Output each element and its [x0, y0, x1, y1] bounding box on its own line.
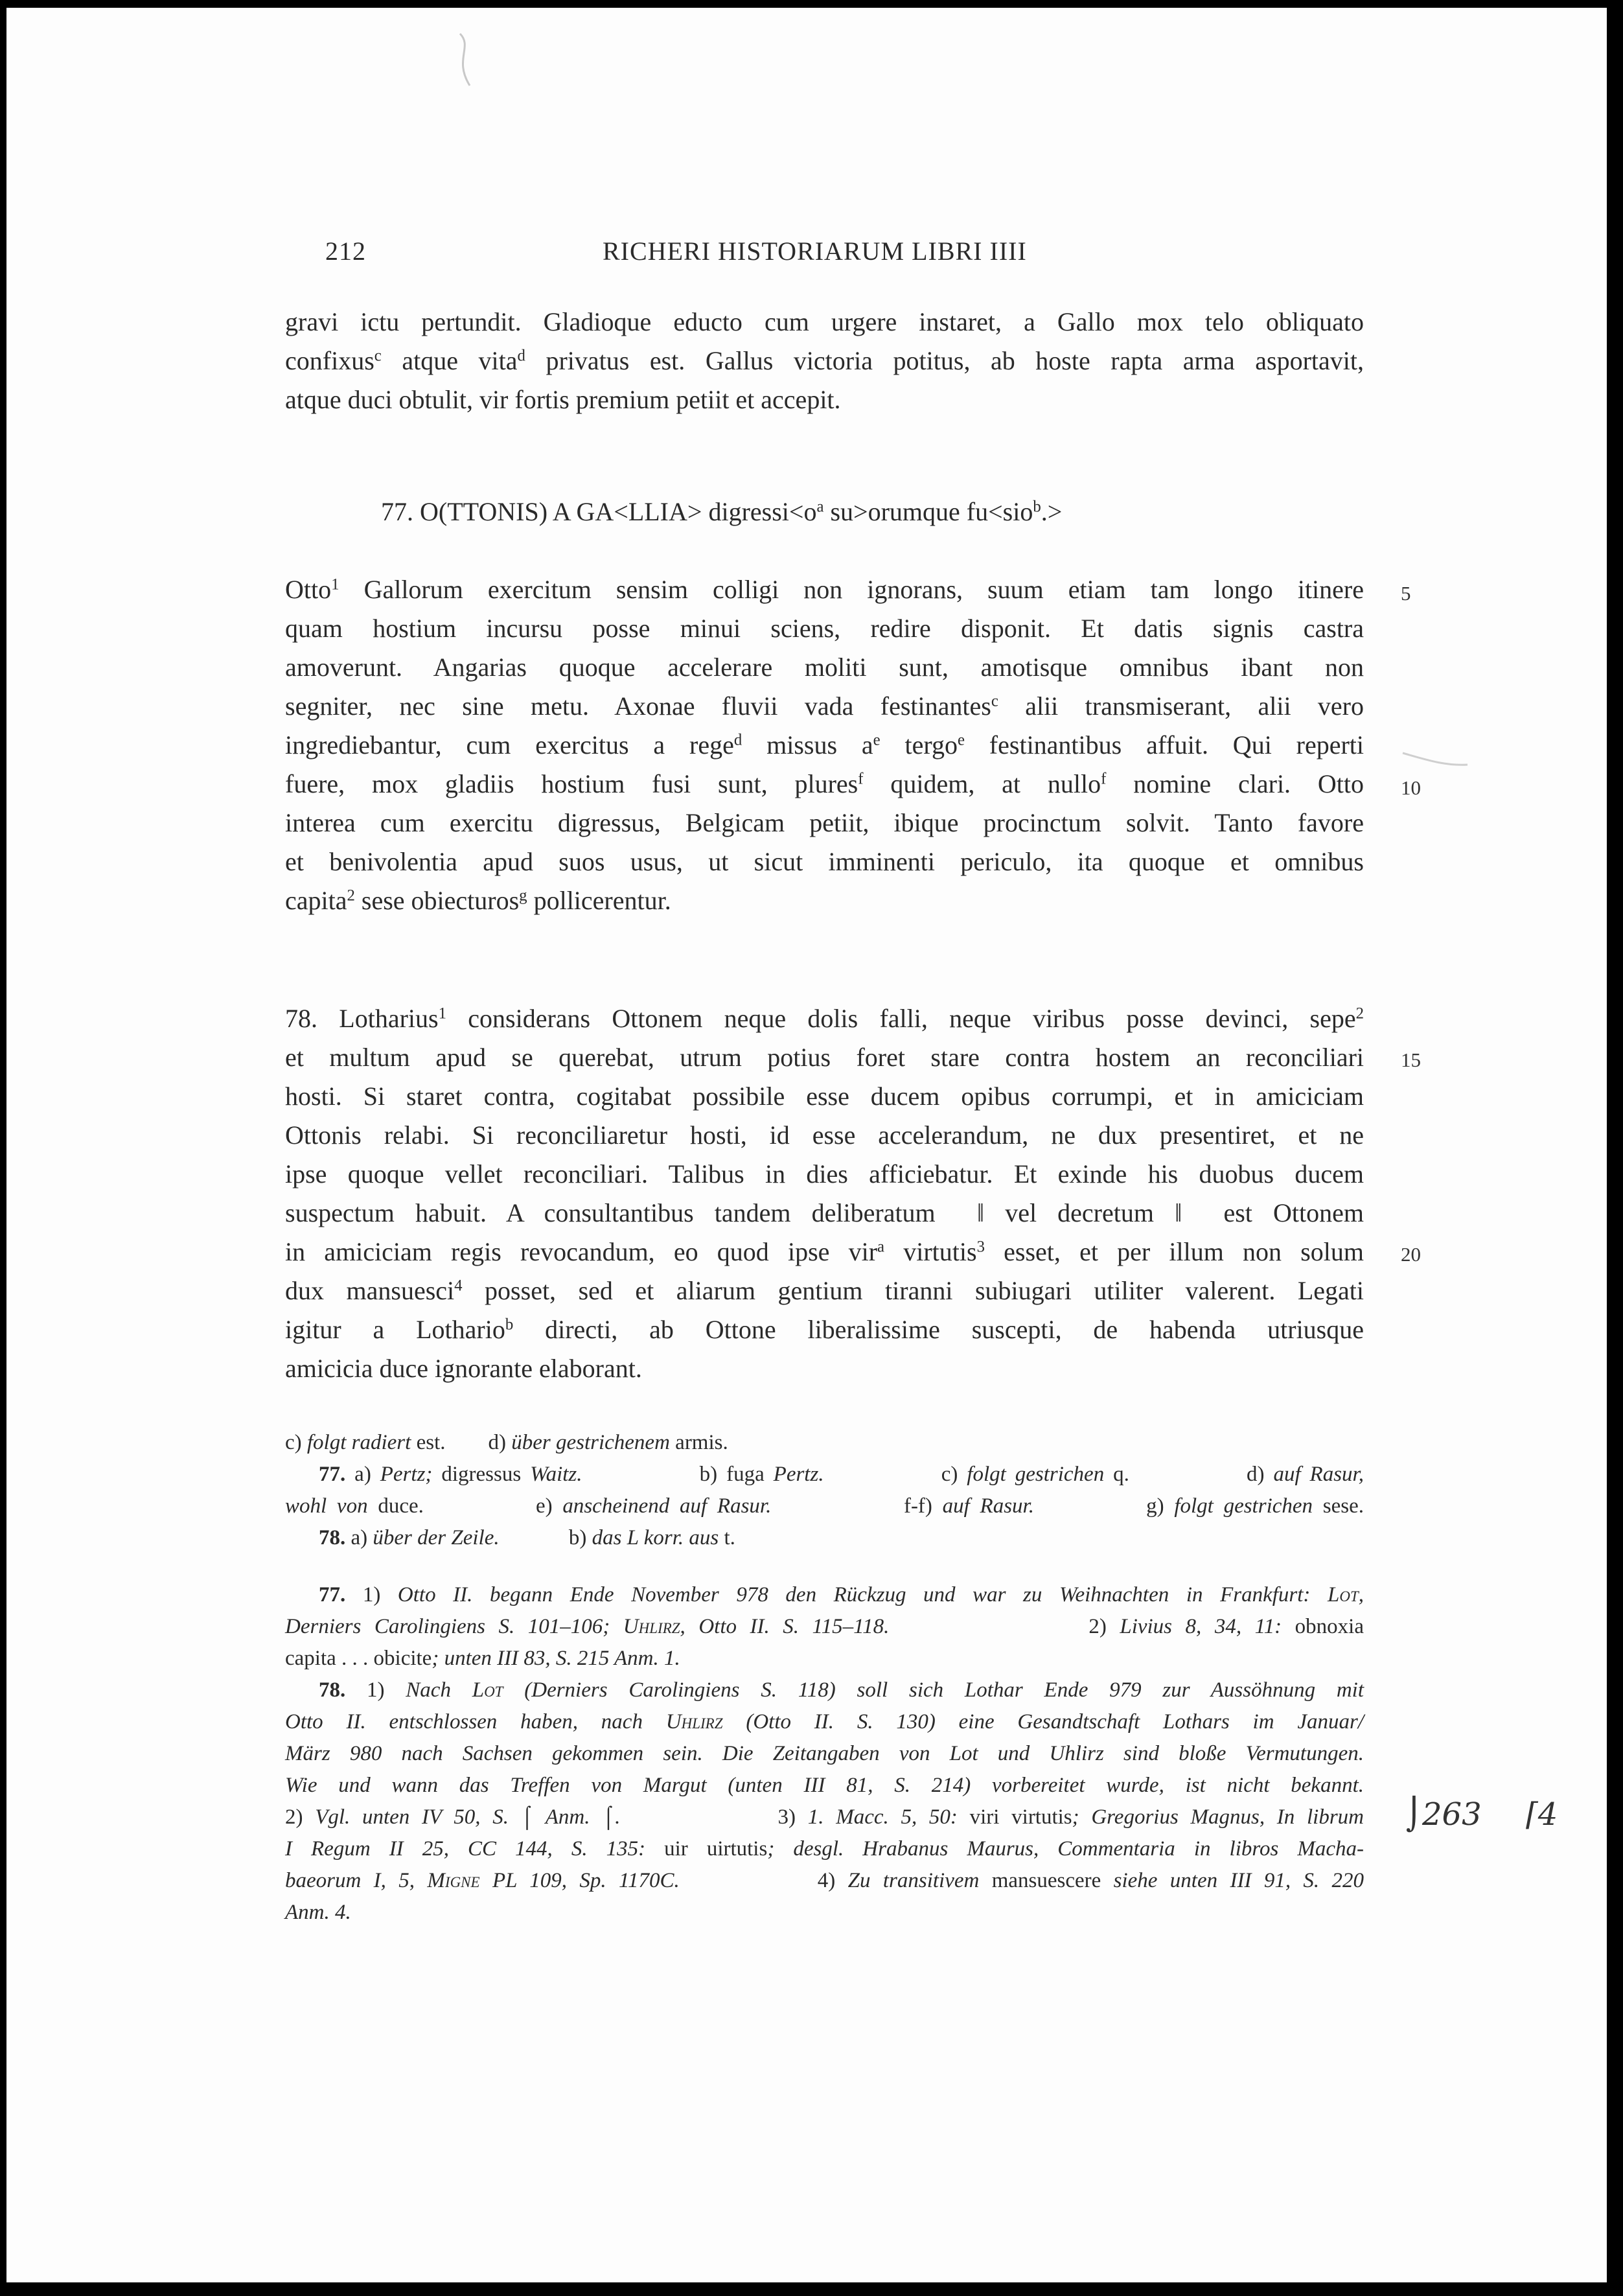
- commentary-line: 78. 1) Nach Lot (Derniers Carolingiens S. 118) soll sich Lothar Ende 979 zur Aussöhnung mit: [319, 1678, 1364, 1702]
- commentary-line: März 980 nach Sachsen gekommen sein. Die Zeitangaben von Lot und Uhlirz sind bloße Vermutungen.: [285, 1742, 1364, 1765]
- commentary-line: Derniers Carolingiens S. 101–106; Uhlirz, Otto II. S. 115–118. 2) Livius 8, 34, 11: obnoxia: [285, 1615, 1364, 1638]
- line-number: 5: [1401, 582, 1411, 605]
- commentary-line: Wie und wann das Treffen von Margut (unten III 81, S. 214) vorbereitet wurde, ist nicht bekannt.: [285, 1774, 1364, 1797]
- text-line: suspectum habuit. A consultantibus tandem deliberatum ‖ vel decretum ‖ est Ottonem: [285, 1198, 1364, 1227]
- text-line: atque duci obtulit, vir fortis premium petiit et accepit.: [285, 385, 841, 414]
- commentary-line: 2) Vgl. unten IV 50, S. ⌠ Anm. ⌠. 3) 1. Macc. 5, 50: viri virtutis; Gregorius Magnus, In librum: [285, 1805, 1364, 1829]
- text-line: et benivolentia apud suos usus, ut sicut imminenti periculo, ita quoque et omnibus: [285, 847, 1364, 876]
- text-line: quam hostium incursu posse minui sciens, redire disponit. Et datis signis castra: [285, 614, 1364, 643]
- apparatus-line: 78. a) über der Zeile. b) das L korr. aus t.: [319, 1526, 735, 1549]
- text-line: 78. Lotharius$^1$ considerans Ottonem neque dolis falli, neque viribus posse devinci, sepe$^2$: [285, 1004, 1364, 1033]
- chapter-77-heading: 77. O(TTONIS) A GA<LLIA> $digressi<o^a$ su>orumque fu<sio$^b$.>: [381, 497, 1063, 526]
- text-line: capita$^2$ sese obiecturos$^g$ pollicerentur.: [285, 886, 671, 915]
- text-line: ingrediebantur, cum exercitus a rege$^d$ missus $a^e$ tergo$^e$ festinantibus affuit. Qui reperti: [285, 730, 1364, 760]
- text-line: fuere, mox gladiis hostium fusi sunt, plures$^f$ quidem, at nullo$^f$ nomine clari. Otto: [285, 769, 1364, 798]
- text-line: ipse quoque vellet reconciliari. Talibus in dies afficiebatur. Et exinde his duobus ducem: [285, 1159, 1364, 1189]
- line-number: 10: [1401, 776, 1421, 799]
- commentary-line: capita . . . obicite; unten III 83, S. 215 Anm. 1.: [285, 1647, 680, 1670]
- text-line: dux mansuesci$^4$ posset, sed et aliarum gentium tiranni subiugari utiliter valerent. Legati: [285, 1276, 1364, 1305]
- text-line: et multum apud se querebat, utrum potius foret stare contra hostem an reconciliari: [285, 1043, 1364, 1072]
- commentary-line: baeorum I, 5, Migne PL 109, Sp. 1170C. 4) Zu transitivem mansuescere siehe unten III 91, S. 220: [285, 1869, 1364, 1892]
- commentary-notes: [285, 1579, 1364, 1929]
- commentary-line: Otto II. entschlossen haben, nach Uhlirz (Otto II. S. 130) eine Gesandtschaft Lothars im Januar/: [285, 1710, 1364, 1734]
- text-line: amoverunt. Angarias quoque accelerare moliti sunt, amotisque omnibus ibant non: [285, 653, 1364, 682]
- text-line: interea cum exercitu digressus, Belgicam petiit, ibique procinctum solvit. Tanto favore: [285, 808, 1364, 837]
- intro-paragraph: [285, 303, 1364, 419]
- apparatus-line: c) folgt radiert est. d) über gestrichenem armis.: [285, 1431, 728, 1454]
- running-title: RICHERI HISTORIARUM LIBRI IIII: [603, 237, 1027, 266]
- text-line: Otto$^1$ Gallorum exercitum sensim colligi non ignorans, suum etiam tam longo itinere: [285, 575, 1364, 604]
- apparatus-line: wohl von duce. e) anscheinend auf Rasur. f-f) auf Rasur. g) folgt gestrichen sese.: [285, 1494, 1364, 1518]
- chapter-78-text: [285, 999, 1364, 1388]
- line-number: 20: [1401, 1243, 1421, 1266]
- text-line: igitur a Lothario$^b$ directi, ab Ottone liberalissime suscepti, de habenda utriusque: [285, 1315, 1364, 1344]
- commentary-line: Anm. 4.: [285, 1901, 351, 1924]
- commentary-line: 77. 1) Otto II. begann Ende November 978 den Rückzug und war zu Weihnachten in Frankfurt: Lot,: [319, 1583, 1364, 1606]
- text-line: segniter, nec sine metu. Axonae fluvii vada festinantes$^c$ alii transmiserant, alii vero: [285, 691, 1364, 721]
- line-number: 15: [1401, 1049, 1421, 1071]
- page-number: 212: [325, 237, 366, 266]
- text-line: confixus$^c$ atque vita$^d$ privatus est. Gallus victoria potitus, ab hoste rapta arma asportavit,: [285, 346, 1364, 375]
- text-line: Ottonis relabi. Si reconciliaretur hosti, id esse accelerandum, ne dux presentiret, et ne: [285, 1120, 1364, 1150]
- commentary-line: I Regum II 25, CC 144, S. 135: uir uirtutis; desgl. Hrabanus Maurus, Commentaria in libros Macha-: [285, 1837, 1364, 1861]
- critical-apparatus: [285, 1427, 1364, 1554]
- handwritten-page-ref: ⌡263: [1406, 1796, 1482, 1833]
- text-line: amicicia duce ignorante elaborant.: [285, 1354, 642, 1383]
- apparatus-line: 77. a) Pertz; digressus Waitz. b) fuga Pertz. c) folgt gestrichen q. d) auf Rasur,: [319, 1463, 1364, 1486]
- handwritten-note-ref: ⌈4: [1526, 1796, 1558, 1833]
- scan-smudge: [447, 27, 486, 99]
- text-line: hosti. Si staret contra, cogitabat possibile esse ducem opibus corrumpi, et in amiciciam: [285, 1082, 1364, 1111]
- text-line: gravi ictu pertundit. Gladioque educto cum urgere instaret, a Gallo mox telo obliquato: [285, 307, 1364, 336]
- page-sheet: [6, 8, 1607, 2282]
- text-line: in amiciciam regis revocandum, eo quod ipse vir$^a$ virtutis$^3$ esset, et per illum non solum: [285, 1237, 1364, 1266]
- chapter-77-text: [285, 570, 1364, 920]
- pencil-stroke: [1399, 747, 1471, 772]
